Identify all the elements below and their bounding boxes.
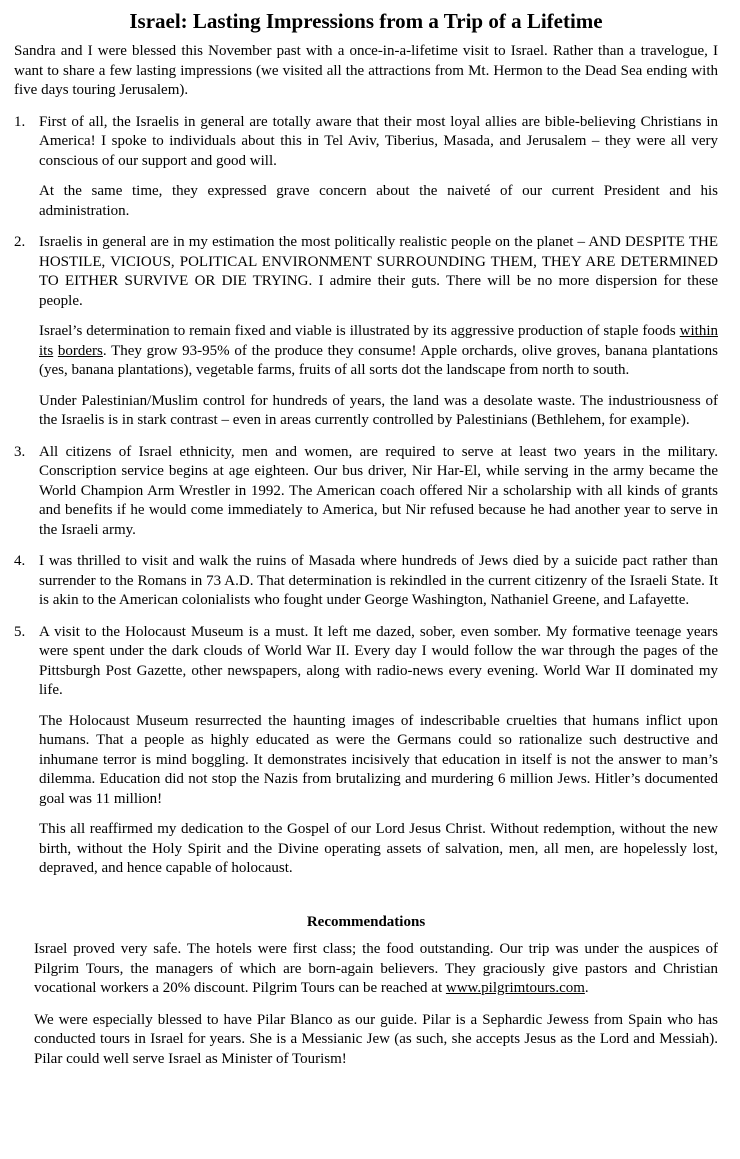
item-number: 2. xyxy=(14,234,26,250)
item-number: 4. xyxy=(14,553,26,569)
item-2-paragraph-3: Under Palestinian/Muslim control for hundreds of years, the land was a desolate waste. The industriousness of the Israelis is in stark contrast – even in areas currently controlled by Palestinians (Bethlehem, for example). xyxy=(39,392,718,428)
list-item-3 xyxy=(14,443,718,541)
text-run: . They grow 93-95% of the produce they consume! Apple orchards, olive groves, banana plantations (yes, banana plantations), vegetable farms, fruits of all sorts dot the landscape from north to south. xyxy=(39,342,719,378)
underlined-word-within: within xyxy=(679,323,718,339)
recommendations-paragraph-1 xyxy=(14,940,718,999)
list-item-2 xyxy=(14,233,718,431)
intro-paragraph: Sandra and I were blessed this November past with a once-in-a-lifetime visit to Israel. Rather than a travelogue, I want to share a few lasting impressions (we visited all the attractions from Mt. Hermon to the Dead Sea ending with five days touring Jerusalem). xyxy=(14,43,718,98)
item-number: 5. xyxy=(14,623,26,640)
underlined-word-its: its xyxy=(39,342,54,359)
item-1-paragraph-2: At the same time, they expressed grave concern about the naiveté of our current President and his administration. xyxy=(39,183,718,219)
recommendations-paragraph-2: We were especially blessed to have Pilar Blanco as our guide. Pilar is a Sephardic Jewess from Spain who has conducted tours in Israel for years. She is a Messianic Jew (as such, she accepts Jesus as the Lord and Messiah). Pilar could well serve Israel as Minister of Tourism! xyxy=(34,1011,718,1067)
item-5-paragraph-1: A visit to the Holocaust Museum is a must. It left me dazed, sober, even somber. My formative teenage years were spent under the dark clouds of World War II. Every day I would follow the war through the pages of the Pittsburgh Post Gazette, other newspapers, along with radio-news every evening. World War II dominated my life. xyxy=(39,623,718,698)
text-run: . xyxy=(584,980,589,996)
item-number: 1. xyxy=(14,113,26,130)
list-item-4 xyxy=(14,552,718,611)
text-run: Israel’s determination to remain fixed and viable is illustrated by its aggressive production of staple foods xyxy=(39,323,680,339)
pilgrimtours-link[interactable]: www.pilgrimtours.com xyxy=(445,980,585,996)
item-3-paragraph-1: All citizens of Israel ethnicity, men and women, are required to serve at least two years in the military. Conscription service begins at age eighteen. Our bus driver, Nir Har-El, while serving in the army became the World Champion Arm Wrestler in 1992. The American coach offered Nir a scholarship with all kinds of grants and benefits if he would come immediately to America, but Nir refused because he had another year to serve in the Israeli army. xyxy=(39,443,718,538)
text-run: Israel proved very safe. The hotels were first class; the food outstanding. Our trip was under the auspices of Pilgrim Tours, the managers of which are born-again believers. They graciously give pastors and Christian vocational workers a 20% discount. Pilgrim Tours can be reached at xyxy=(34,941,718,996)
item-number: 3. xyxy=(14,443,26,460)
item-4-paragraph-1: I was thrilled to visit and walk the ruins of Masada where hundreds of Jews died by a suicide pact rather than surrender to the Romans in 73 A.D. That determination is rekindled in the current citizenry of the Israeli State. It is akin to the American colonialists who fought under George Washington, Nathaniel Greene, and Lafayette. xyxy=(39,553,718,608)
list-item-5 xyxy=(14,623,718,879)
item-2-paragraph-1: Israelis in general are in my estimation the most politically realistic people on the planet – AND DESPITE THE HOSTILE, VICIOUS, POLITICAL ENVIRONMENT SURROUNDING THEM, THEY ARE DETERMINED TO EITHER SURVIVE OR DIE TRYING. I admire their guts. There will be no more dispersion for these people. xyxy=(39,234,718,309)
recommendations-heading: Recommendations xyxy=(306,913,426,930)
document-title: Israel: Lasting Impressions from a Trip of a Lifetime xyxy=(129,9,603,33)
underlined-word-borders: borders xyxy=(57,342,103,359)
impressions-list xyxy=(14,113,718,879)
item-5-paragraph-2: The Holocaust Museum resurrected the haunting images of indescribable cruelties that humans inflict upon humans. That a people as highly educated as were the Germans could so rationalize such destructive and inhumane terror is mind boggling. It demonstrates incisively that education in itself is not the answer to man’s dilemma. Education did not stop the Nazis from brutalizing and murdering 6 million Jews. Hitler’s documented goal was 11 million! xyxy=(39,712,718,807)
item-2-paragraph-2 xyxy=(39,322,718,381)
item-1-paragraph-1: First of all, the Israelis in general are totally aware that their most loyal allies are bible-believing Christians in America! I spoke to individuals about this in Tel Aviv, Tiberius, Masada, and Jerusalem – they were all very conscious of our support and good will. xyxy=(39,113,718,169)
item-5-paragraph-3: This all reaffirmed my dedication to the Gospel of our Lord Jesus Christ. Without redemption, without the new birth, without the Holy Spirit and the Divine operating assets of salvation, men, all men, are hopelessly lost, depraved, and hence capable of holocaust. xyxy=(39,821,718,876)
list-item-1 xyxy=(14,113,718,222)
